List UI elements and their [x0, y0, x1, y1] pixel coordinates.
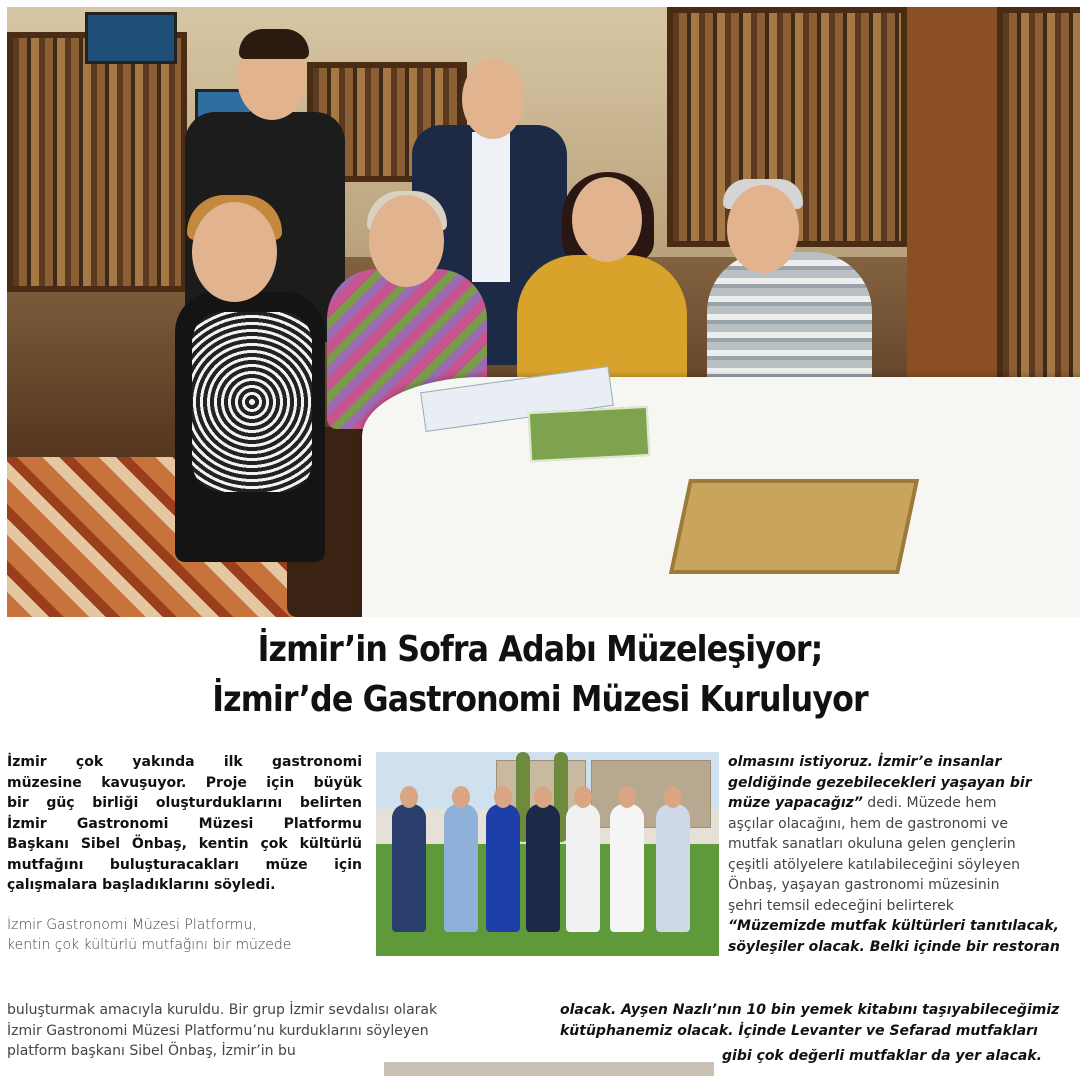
body-line: çeşitli atölyelere katılabileceğini söyleyen: [728, 856, 1020, 873]
headline-line-2: İzmir’de Gastronomi Müzesi Kuruluyor: [212, 679, 868, 720]
body-line: buluşturmak amacıyla kuruldu. Bir grup İzmir sevdalısı olarak: [7, 1002, 438, 1018]
body-line: İzmir Gastronomi Müzesi Platformu’nu kurduklarını söyleyen: [7, 1022, 429, 1039]
lead-line: İzmir Gastronomi Müzesi Platformu: [7, 815, 362, 832]
person-figure: [656, 804, 690, 932]
quote-line: geldiğinde gezebilecekleri yaşayan bir: [728, 774, 1032, 791]
lead-line: Başkanı Sibel Önbaş, kentin çok kültürlü: [7, 836, 362, 852]
person-figure: [566, 804, 600, 932]
body-line: aşçılar olacağını, hem de gastronomi ve: [728, 815, 1008, 832]
person-figure: [610, 804, 644, 932]
body-line: mutfak sanatları okuluna gelen gençlerin: [728, 836, 1016, 852]
quote-line: söyleşiler olacak. Belki içinde bir restoran: [728, 938, 1060, 955]
person-figure: [486, 804, 520, 932]
tv-screen: [85, 12, 177, 64]
lead-line: İzmir çok yakında ilk gastronomi: [7, 754, 362, 770]
person-figure: [392, 804, 426, 932]
body-line: İzmir Gastronomi Müzesi Platformu,: [7, 916, 257, 933]
lead-line: mutfağını buluşturacakları müze için: [7, 856, 362, 873]
person-figure: [526, 804, 560, 932]
article-headline: [65, 625, 1015, 725]
quote-last-line: gibi çok değerli mutfaklar da yer alacak.: [722, 1048, 1042, 1064]
next-photo-edge: [384, 1062, 714, 1076]
headline-line-1: İzmir’in Sofra Adabı Müzeleşiyor;: [257, 629, 823, 670]
quote-line: “Müzemizde mutfak kültürleri tanıtılacak,: [728, 918, 1059, 934]
lead-paragraph: [7, 752, 362, 896]
person-figure: [444, 804, 478, 932]
body-line: Önbaş, yaşayan gastronomi müzesinin: [728, 877, 1000, 893]
quote-line: olmasını istiyoruz. İzmir’e insanlar: [728, 754, 1002, 770]
body-line: şehri temsil edeceğini belirterek: [728, 897, 954, 914]
magazine-green: [528, 406, 650, 462]
top-photo: [7, 7, 1080, 617]
quote-continued: [560, 1000, 1080, 1041]
lead-line: müzesine kavuşuyor. Proje için büyük: [7, 774, 362, 791]
body-text: dedi. Müzede hem: [862, 795, 997, 811]
body-line: kentin çok kültürlü mutfağını bir müzede: [7, 937, 292, 953]
golden-tray: [669, 479, 919, 574]
building: [591, 760, 711, 828]
group-photo: [376, 752, 719, 956]
body-line: platform başkanı Sibel Önbaş, İzmir’in bu: [7, 1043, 296, 1059]
body-paragraph: [7, 915, 362, 956]
quote-line: kütüphanemiz olacak. İçinde Levanter ve Sefarad mutfakları: [560, 1022, 1038, 1039]
body-paragraph-continued: [7, 1000, 547, 1062]
quote-line: olacak. Ayşen Nazlı’nın 10 bin yemek kitabını taşıyabileceğimiz: [560, 1002, 1060, 1018]
quote-closing-line: [728, 793, 1080, 814]
lead-line: bir güç birliği oluşturduklarını belirten: [7, 795, 362, 811]
quote-line: müze yapacağız”: [728, 795, 863, 811]
article-column-1: [7, 752, 362, 956]
bookshelf-left: [7, 32, 187, 292]
lead-line: çalışmalara başladıklarını söyledi.: [7, 877, 276, 893]
article-column-3: [728, 752, 1080, 957]
